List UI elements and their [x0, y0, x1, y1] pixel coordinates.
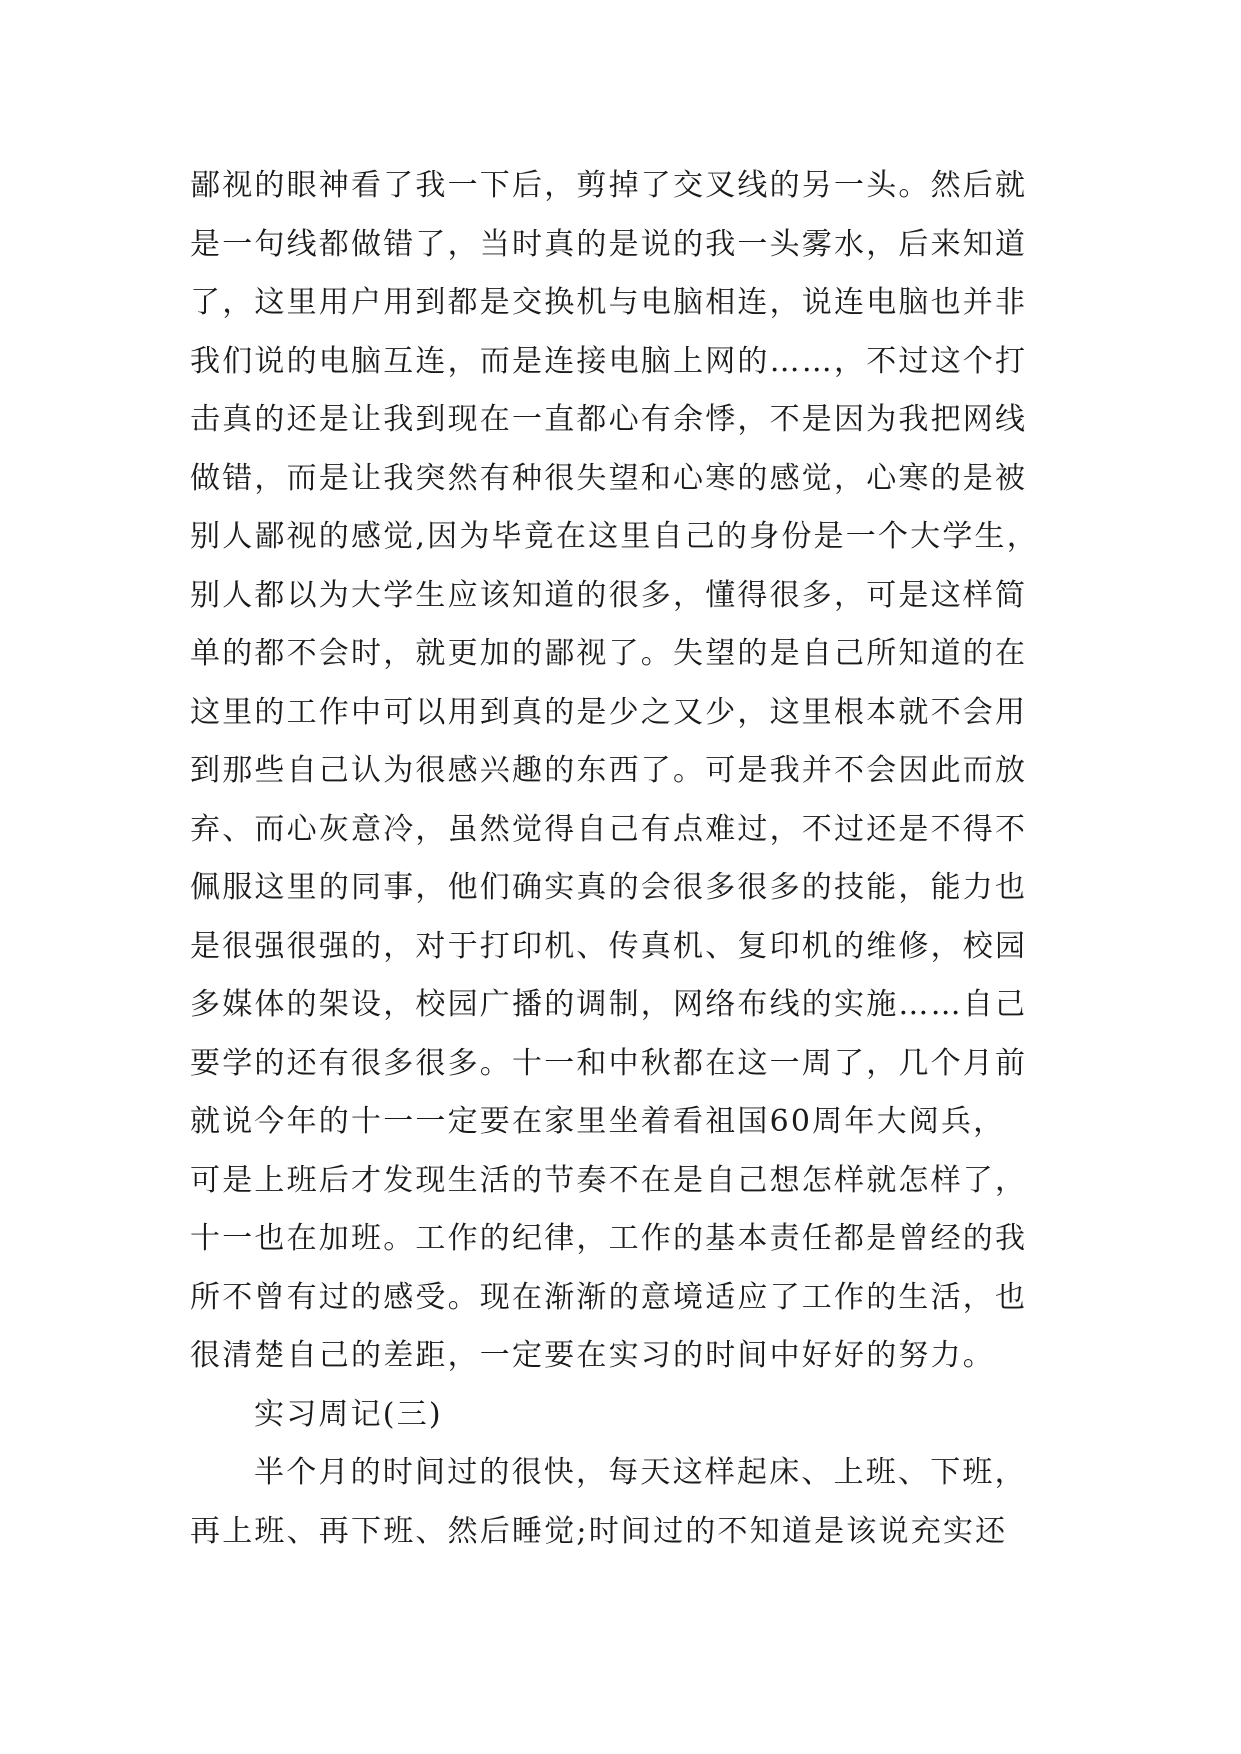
text-line: 再上班、再下班、然后睡觉;时间过的不知道是该说充实还	[190, 1513, 1008, 1549]
text-line: 了，这里用户用到都是交换机与电脑相连，说连电脑也并非	[190, 285, 1028, 320]
text-line: 这里的工作中可以用到真的是少之又少，这里根本就不会用	[190, 694, 1028, 730]
text-line: 所不曾有过的感受。现在渐渐的意境适应了工作的生活，也	[190, 1279, 1028, 1315]
text-line: 就说今年的十一一定要在家里坐着看祖国60周年大阅兵，	[190, 1104, 1006, 1139]
text-line: 佩服这里的同事，他们确实真的会很多很多的技能，能力也	[190, 870, 1028, 905]
text-line: 可是上班后才发现生活的节奏不在是自己想怎样就怎样了，	[190, 1162, 1028, 1198]
text-line: 十一也在加班。工作的纪律，工作的基本责任都是曾经的我	[190, 1221, 1028, 1256]
text-line: 是一句线都做错了，当时真的是说的我一头雾水，后来知道	[190, 226, 1028, 262]
text-line: 击真的还是让我到现在一直都心有余悸，不是因为我把网线	[190, 402, 1028, 437]
body-text	[190, 157, 1090, 1561]
text-line: 鄙视的眼神看了我一下后，剪掉了交叉线的另一头。然后就	[190, 168, 1028, 203]
text-line: 多媒体的架设，校园广播的调制，网络布线的实施……自己	[190, 987, 1028, 1022]
section-heading: 实习周记(三)	[254, 1396, 443, 1432]
text-line: 半个月的时间过的很快，每天这样起床、上班、下班，	[254, 1455, 1027, 1490]
text-line: 到那些自己认为很感兴趣的东西了。可是我并不会因此而放	[190, 753, 1028, 788]
text-line: 做错，而是让我突然有种很失望和心寒的感觉，心寒的是被	[190, 460, 1028, 496]
text-line: 弃、而心灰意冷，虽然觉得自己有点难过，不过还是不得不	[190, 811, 1028, 847]
text-line: 是很强很强的，对于打印机、传真机、复印机的维修，校园	[190, 928, 1028, 964]
text-line: 要学的还有很多很多。十一和中秋都在这一周了，几个月前	[190, 1045, 1028, 1081]
text-line: 别人都以为大学生应该知道的很多，懂得很多，可是这样简	[190, 577, 1028, 613]
text-line: 别人鄙视的感觉,因为毕竟在这里自己的身份是一个大学生，	[190, 519, 1039, 554]
text-line: 单的都不会时，就更加的鄙视了。失望的是自己所知道的在	[190, 636, 1028, 671]
text-line: 我们说的电脑互连，而是连接电脑上网的……，不过这个打	[190, 343, 1028, 379]
text-line: 很清楚自己的差距，一定要在实习的时间中好好的努力。	[190, 1338, 995, 1373]
